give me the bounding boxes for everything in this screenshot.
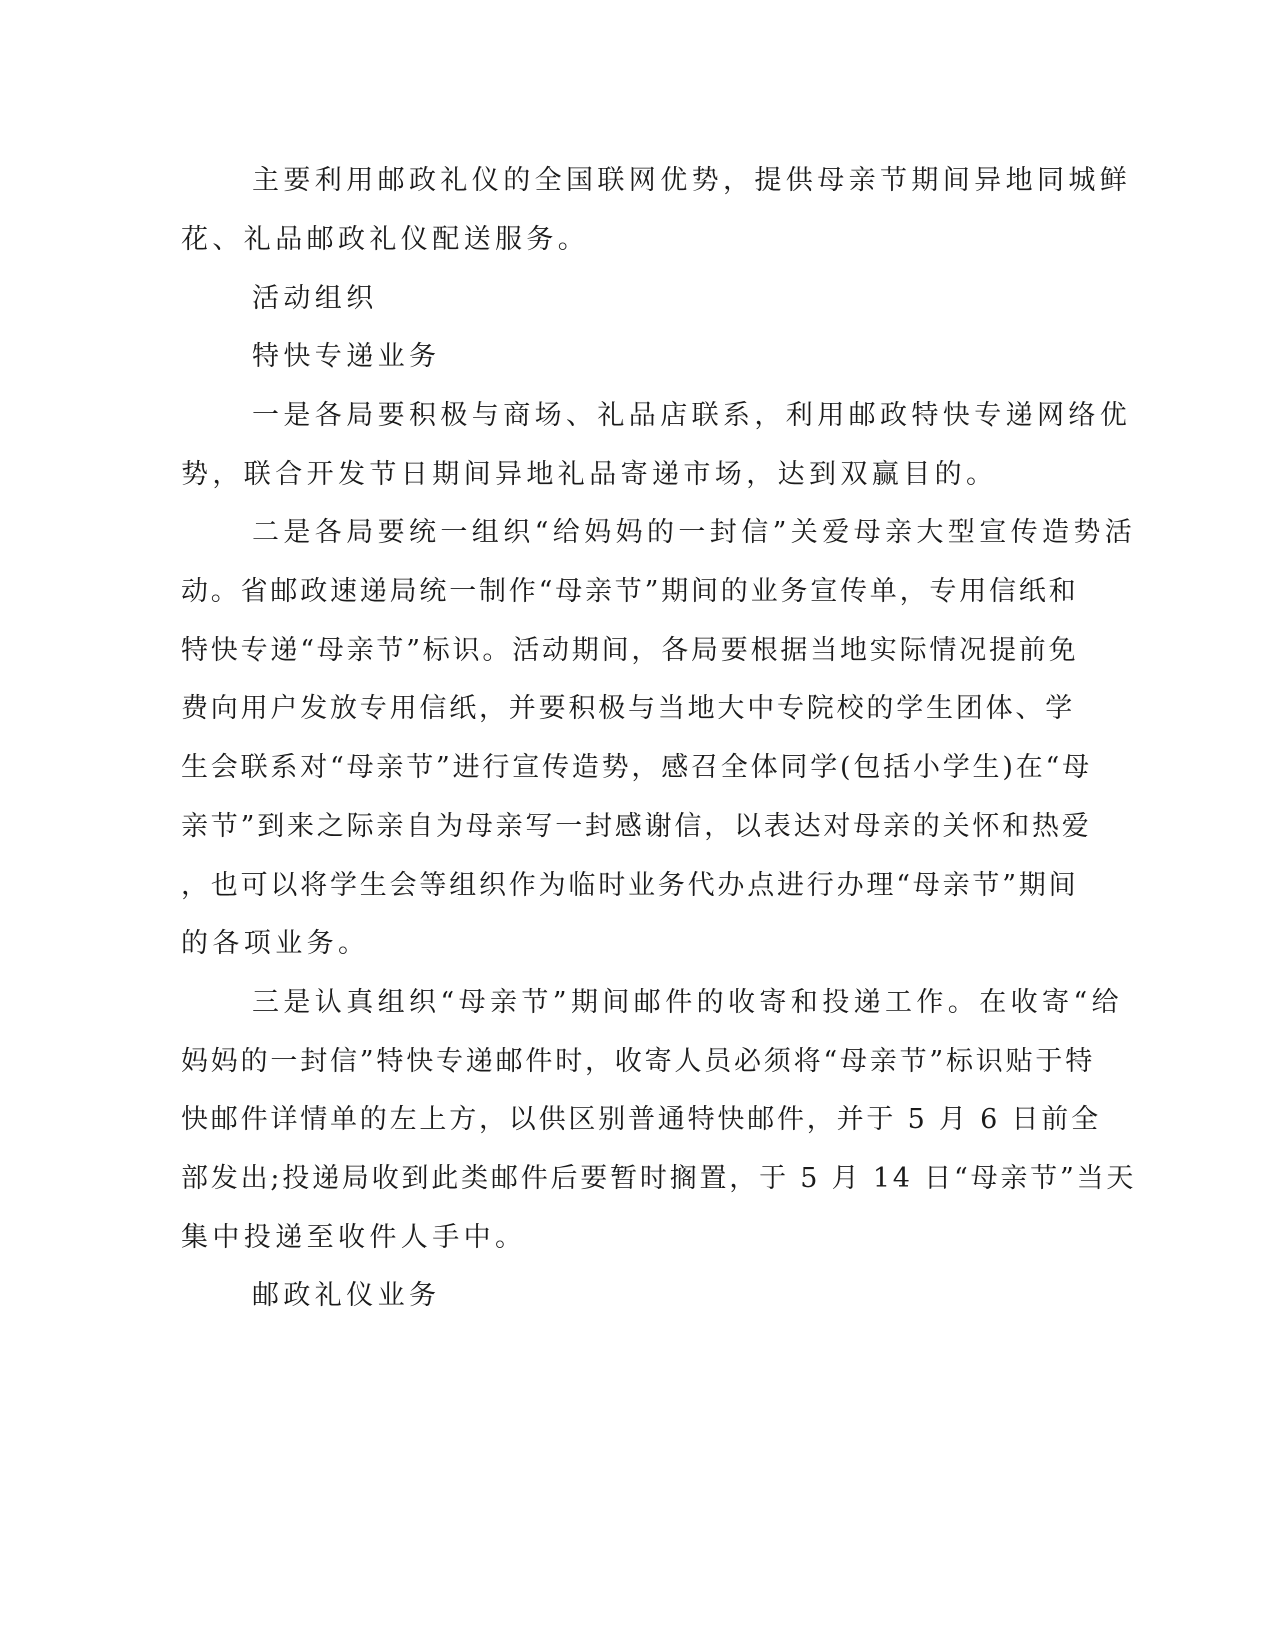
body-line-10: 费向用户发放专用信纸，并要积极与当地大中专院校的学生团体、学 <box>181 693 1075 724</box>
body-line-18: 部发出;投递局收到此类邮件后要暂时搁置，于 5 月 14 日“母亲节”当天 <box>181 1163 1137 1194</box>
subsection-heading-express: 特快专递业务 <box>252 341 441 372</box>
body-line-7: 二是各局要统一组织“给妈妈的一封信”关爱母亲大型宣传造势活 <box>252 517 1137 548</box>
body-line-8: 动。省邮政速递局统一制作“母亲节”期间的业务宣传单，专用信纸和 <box>181 576 1079 607</box>
subsection-heading-postal-etiquette: 邮政礼仪业务 <box>252 1280 441 1311</box>
section-heading-activity: 活动组织 <box>252 283 378 314</box>
body-line-17: 快邮件详情单的左上方，以供区别普通特快邮件，并于 5 月 6 日前全 <box>181 1104 1101 1135</box>
body-line-6: 势，联合开发节日期间异地礼品寄递市场，达到双赢目的。 <box>181 459 998 490</box>
body-line-19: 集中投递至收件人手中。 <box>181 1222 527 1253</box>
body-line-12: 亲节”到来之际亲自为母亲写一封感谢信，以表达对母亲的关怀和热爱 <box>181 811 1092 842</box>
body-line-5: 一是各局要积极与商场、礼品店联系，利用邮政特快专递网络优 <box>252 400 1132 431</box>
body-line-9: 特快专递“母亲节”标识。活动期间，各局要根据当地实际情况提前免 <box>181 635 1079 666</box>
body-line-13: ，也可以将学生会等组织作为临时业务代办点进行办理“母亲节”期间 <box>181 870 1079 901</box>
body-line-16: 妈妈的一封信”特快专递邮件时，收寄人员必须将“母亲节”标识贴于特 <box>181 1046 1096 1077</box>
body-line-15: 三是认真组织“母亲节”期间邮件的收寄和投递工作。在收寄“给 <box>252 987 1124 1018</box>
body-line-2: 花、礼品邮政礼仪配送服务。 <box>181 224 590 255</box>
body-line-1: 主要利用邮政礼仪的全国联网优势，提供母亲节期间异地同城鲜 <box>252 165 1132 196</box>
body-line-11: 生会联系对“母亲节”进行宣传造势，感召全体同学(包括小学生)在“母 <box>181 752 1092 783</box>
body-line-14: 的各项业务。 <box>181 928 370 959</box>
